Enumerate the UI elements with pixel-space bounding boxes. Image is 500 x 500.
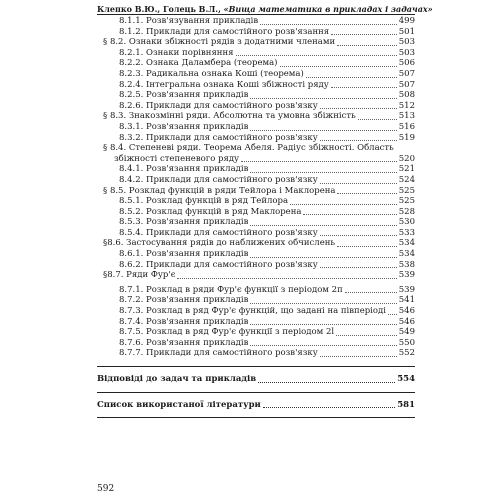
toc-entry-page: 549 xyxy=(398,327,415,338)
toc-entry-title: 8.1.1. Розв'язування прикладів xyxy=(119,16,259,26)
toc-subsection xyxy=(97,338,415,349)
toc-subsection xyxy=(97,90,415,101)
toc-entry-title: 8.2.6. Приклади для самостійного розв'язку xyxy=(119,100,318,111)
dot-leader xyxy=(303,214,396,215)
toc-section xyxy=(97,143,415,154)
dot-leader xyxy=(337,45,397,46)
dot-leader xyxy=(250,225,396,226)
toc-entry-page: 513 xyxy=(398,111,415,122)
toc-subsection xyxy=(97,207,415,218)
page-number: 592 xyxy=(97,484,115,494)
spacer xyxy=(97,393,415,400)
dot-leader xyxy=(250,303,396,304)
running-header: Клепко В.Ю., Голець В.Л., «Вища математика в прикладах і задачах» xyxy=(97,4,433,14)
toc-entry-title: 8.7.2. Розв'язання прикладів xyxy=(119,295,249,306)
toc-entry-page: 499 xyxy=(398,16,415,26)
dot-leader xyxy=(250,324,396,325)
toc-entry-page: 503 xyxy=(398,37,415,48)
toc-entry-page: 512 xyxy=(398,100,415,111)
toc-entry-page: 525 xyxy=(398,196,415,207)
toc-entry-page: 528 xyxy=(398,206,415,217)
dot-leader xyxy=(250,257,396,258)
toc-subsection xyxy=(97,101,415,112)
toc-entry-page: 530 xyxy=(398,217,415,228)
dot-leader xyxy=(320,183,397,184)
dot-leader xyxy=(241,161,397,162)
toc-subsection xyxy=(97,228,415,239)
dot-leader xyxy=(337,193,396,194)
toc-entry-page: 534 xyxy=(398,249,415,260)
toc-subsection xyxy=(97,295,415,306)
toc-entry-page: 525 xyxy=(398,185,415,196)
toc-section xyxy=(97,238,415,249)
toc-entry-page: 541 xyxy=(398,295,415,306)
toc-entry-page: 501 xyxy=(398,26,415,37)
toc-entry-title: 8.5.3. Розв'язання прикладів xyxy=(119,217,249,228)
spacer xyxy=(97,359,415,366)
toc-answers-page: 554 xyxy=(397,374,415,384)
header-rule xyxy=(97,14,415,15)
toc-subsection xyxy=(97,317,415,328)
toc-entry-title: 8.3.1. Розв'язання прикладів xyxy=(119,121,249,132)
toc-entry-title: 8.3.2. Приклади для самостійного розв'язку xyxy=(119,132,318,143)
toc-entry-page: 508 xyxy=(398,90,415,101)
dot-leader xyxy=(258,382,395,383)
dot-leader xyxy=(250,172,396,173)
toc-entry-page: 550 xyxy=(398,337,415,348)
toc-subsection xyxy=(97,327,415,338)
toc-entry-page: 539 xyxy=(398,270,415,281)
toc-entry-page: 546 xyxy=(398,306,415,317)
toc-entry-title: 8.7.4. Розв'язання прикладів xyxy=(119,316,249,327)
toc-entry-title: 8.6.2. Приклади для самостійного розв'язку xyxy=(119,259,318,270)
toc-section xyxy=(97,111,415,122)
toc-entry-page: 546 xyxy=(398,316,415,327)
header-book-title: «Вища математика в прикладах і задачах» xyxy=(223,4,433,14)
toc-entry-title: § 8.4. Степеневі ряди. Теорема Абеля. Радіус збіжності. Область xyxy=(103,143,394,154)
toc-subsection xyxy=(97,80,415,91)
toc-entry-title: 8.2.1. Ознаки порівняння xyxy=(119,47,234,58)
toc-subsection xyxy=(97,348,415,359)
toc-entry-title: 8.2.5. Розв'язання прикладів xyxy=(119,90,249,101)
toc-entry-title: §8.6. Застосування рядів до наближених обчислень xyxy=(103,238,336,249)
toc-section xyxy=(97,186,415,197)
toc-entry-title: 8.7.1. Розклад в ряди Фур'є функції з періодом 2π xyxy=(119,284,343,295)
toc-entry-page: 534 xyxy=(398,238,415,249)
dot-leader xyxy=(263,407,395,408)
toc-entry-title: 8.6.1. Розв'язання прикладів xyxy=(119,249,249,260)
toc-entry-title: 8.7.6. Розв'язання прикладів xyxy=(119,337,249,348)
toc-subsection xyxy=(97,249,415,260)
dot-leader xyxy=(260,24,397,25)
toc-subsection xyxy=(97,58,415,69)
toc-entry-title: 8.4.2. Приклади для самостійного розв'язку xyxy=(119,174,318,185)
dot-leader xyxy=(331,34,397,35)
toc-entry-title: § 8.3. Знакозмінні ряди. Абсолютна та умовна збіжність xyxy=(103,111,356,122)
dot-leader xyxy=(336,335,397,336)
toc-entry-title: 8.2.4. Інтегральна ознака Коші збіжності ряду xyxy=(119,79,329,90)
toc-section xyxy=(97,37,415,48)
dot-leader xyxy=(250,98,396,99)
dot-leader xyxy=(290,204,397,205)
spacer xyxy=(97,385,415,392)
toc-subsection xyxy=(97,164,415,175)
toc-subsection xyxy=(97,217,415,228)
toc-entry-title: 8.5.2. Розклад функцій в ряд Маклорена xyxy=(119,206,302,217)
dot-leader xyxy=(177,278,396,279)
toc-entry-title: 8.5.4. Приклади для самостійного розв'язку xyxy=(119,227,318,238)
section-rule xyxy=(97,417,415,418)
toc-subsection xyxy=(97,27,415,38)
toc-subsection xyxy=(97,306,415,317)
toc-entry-page: 519 xyxy=(398,132,415,143)
toc-section xyxy=(97,270,415,281)
dot-leader xyxy=(320,267,397,268)
toc-entry-page: 503 xyxy=(398,47,415,58)
toc-entry-title: 8.2.3. Радикальна ознака Коші (теорема) xyxy=(119,68,304,79)
toc-entry-title: 8.1.2. Приклади для самостійного розв'язання xyxy=(119,26,330,37)
spacer xyxy=(97,410,415,417)
toc-entry-page: 552 xyxy=(398,348,415,359)
dot-leader xyxy=(320,356,397,357)
toc-entry-title: 8.2.2. Ознака Даламбера (теорема) xyxy=(119,58,278,69)
toc-entry-title: § 8.5. Розклад функцій в ряди Тейлора і Маклорена xyxy=(103,185,336,196)
dot-leader xyxy=(388,314,397,315)
toc-answers xyxy=(97,374,415,385)
toc-entries xyxy=(97,16,415,359)
dot-leader xyxy=(320,108,397,109)
toc-entry-page: 538 xyxy=(398,259,415,270)
toc-references-page: 581 xyxy=(397,399,415,410)
toc-subsection xyxy=(97,175,415,186)
toc-entry-page: 507 xyxy=(398,68,415,79)
toc-entry-title: 8.7.7. Приклади для самостійного розв'язку xyxy=(119,348,318,359)
toc-entry-page: 520 xyxy=(398,153,415,164)
toc-subsection xyxy=(97,16,415,27)
dot-leader xyxy=(337,246,397,247)
toc-subsection xyxy=(97,196,415,207)
page xyxy=(97,0,433,500)
toc-answers-title: Відповіді до задач та прикладів xyxy=(97,374,257,384)
toc-subsection xyxy=(97,133,415,144)
dot-leader xyxy=(250,130,396,131)
toc-entry-title: збіжності степеневого ряду xyxy=(114,153,240,164)
toc-subsection xyxy=(97,69,415,80)
toc-section-continued xyxy=(97,154,415,165)
toc-subsection xyxy=(97,122,415,133)
toc-entry-page: 506 xyxy=(398,58,415,69)
toc-entry-page: 516 xyxy=(398,121,415,132)
toc-entry-page: 521 xyxy=(398,164,415,175)
dot-leader xyxy=(320,140,397,141)
toc-subsection xyxy=(97,285,415,296)
toc-references xyxy=(97,400,415,411)
toc-entry-title: §8.7. Ряди Фур'є xyxy=(103,270,176,281)
dot-leader xyxy=(250,345,396,346)
toc-references-title: Список використаної літератури xyxy=(97,399,261,410)
table-of-contents xyxy=(97,16,415,418)
toc-entry-page: 524 xyxy=(398,174,415,185)
dot-leader xyxy=(345,292,397,293)
toc-entry-title: § 8.2. Ознаки збіжності рядів з додатними членами xyxy=(103,37,336,48)
toc-entry-title: 8.4.1. Розв'язання прикладів xyxy=(119,164,249,175)
toc-entry-title: 8.5.1. Розклад функцій в ряд Тейлора xyxy=(119,196,289,207)
spacer xyxy=(97,367,415,374)
toc-entry-page: 507 xyxy=(398,79,415,90)
toc-entry-title: 8.7.3. Розклад в ряд Фур'є функцій, що задані на півперіоді xyxy=(119,306,386,317)
toc-subsection xyxy=(97,260,415,271)
dot-leader xyxy=(358,119,397,120)
dot-leader xyxy=(320,235,397,236)
toc-entry-page: 533 xyxy=(398,227,415,238)
toc-entry-title: 8.7.5. Розклад в ряд Фур'є функції з періодом 2l xyxy=(119,327,335,338)
toc-entry-page: 539 xyxy=(398,284,415,295)
dot-leader xyxy=(331,87,397,88)
toc-subsection xyxy=(97,48,415,59)
dot-leader xyxy=(306,77,397,78)
header-authors: Клепко В.Ю., Голець В.Л. xyxy=(97,4,219,14)
dot-leader xyxy=(236,55,397,56)
dot-leader xyxy=(280,66,397,67)
